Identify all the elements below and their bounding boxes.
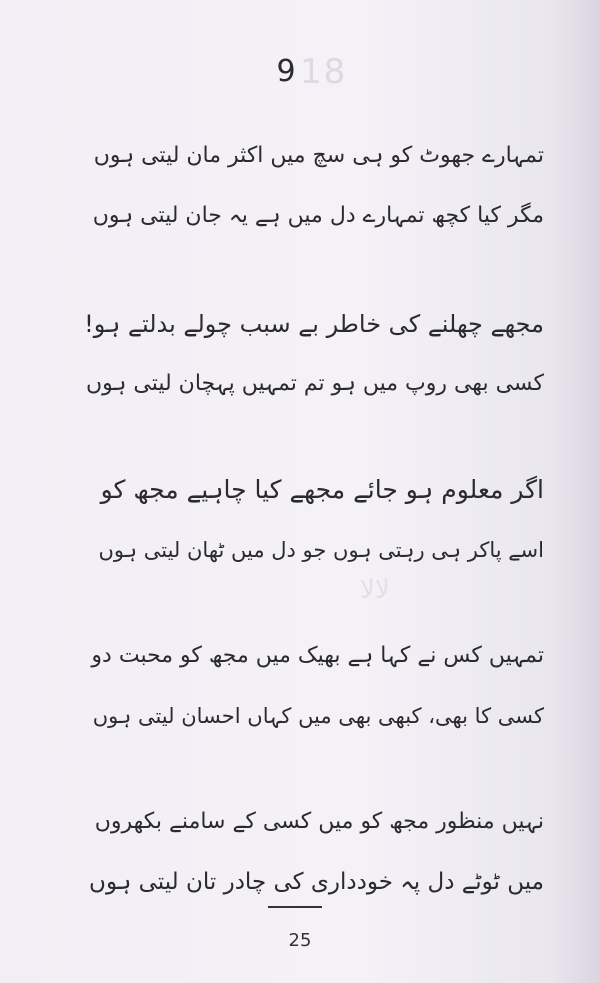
verse-line: مجھے چھلنے کی خاطر بے سبب چولے بدلتے ہو! <box>84 310 544 338</box>
verse-line: میں ٹوٹے دل پہ خودداری کی چادر تان لیتی ہوں <box>89 869 544 895</box>
show-through-mark: ﻻﻻ <box>360 575 390 605</box>
end-divider <box>268 906 322 908</box>
verse-line: کسی کا بھی، کبھی بھی میں کہاں احسان لیتی ہوں <box>92 704 544 728</box>
stanza-3 <box>84 460 544 580</box>
stanza-2 <box>84 294 544 414</box>
verse-line: اگر معلوم ہو جائے مجھے کیا چاہیے مجھ کو <box>100 475 544 504</box>
show-through-mark: 18 <box>300 52 348 92</box>
verse-line: تمہیں کس نے کہا ہے بھیک میں مجھ کو محبت دو <box>91 643 544 668</box>
poem-number: 9 <box>276 54 296 89</box>
verse-line: مگر کیا کچھ تمہارے دل میں ہے یہ جان لیتی ہوں <box>92 203 544 228</box>
verse-line: کسی بھی روپ میں ہو تم تمہیں پہچان لیتی ہوں <box>85 371 544 396</box>
stanza-1 <box>84 126 544 246</box>
verse-line: نہیں منظور مجھ کو میں کسی کے سامنے بکھروں <box>94 809 544 834</box>
page-number: 25 <box>288 930 312 951</box>
stanza-5 <box>84 792 544 912</box>
verse-line: تمہارے جھوٹ کو ہی سچ میں اکثر مان لیتی ہوں <box>93 143 544 168</box>
verse-line: اسے پاکر ہی رہتی ہوں جو دل میں ٹھان لیتی ہوں <box>98 538 544 562</box>
stanza-4 <box>84 626 544 746</box>
